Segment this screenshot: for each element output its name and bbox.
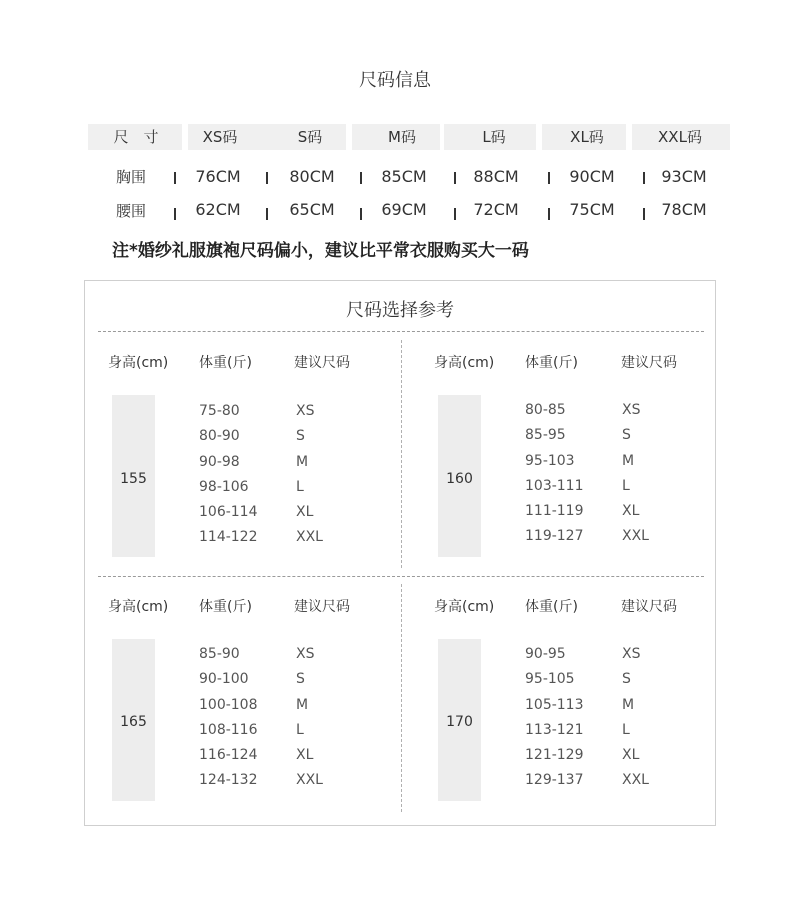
size-value: S	[622, 427, 631, 443]
size-col-xl: XL码	[570, 128, 604, 146]
chest-s: 80CM	[289, 167, 335, 186]
height-value: 165	[120, 714, 147, 730]
weight-value: 103-111	[525, 478, 584, 494]
col-header-size: 建议尺码	[621, 599, 677, 615]
size-value: XXL	[296, 772, 323, 788]
weight-value: 121-129	[525, 747, 584, 763]
weight-value: 85-90	[199, 646, 240, 662]
waist-xl: 75CM	[569, 200, 615, 219]
reference-title: 尺码选择参考	[346, 300, 454, 321]
size-value: L	[622, 478, 630, 494]
size-value: XL	[296, 747, 314, 763]
size-value: M	[296, 697, 309, 713]
weight-value: 116-124	[199, 747, 258, 763]
weight-value: 106-114	[199, 504, 258, 520]
weight-value: 95-105	[525, 671, 575, 687]
weight-value: 80-85	[525, 402, 566, 418]
weight-value: 100-108	[199, 697, 258, 713]
size-value: L	[622, 722, 630, 738]
size-value: M	[622, 697, 635, 713]
col-header-weight: 体重(斤)	[199, 599, 252, 615]
row-divider	[266, 172, 268, 184]
weight-value: 105-113	[525, 697, 584, 713]
weight-value: 113-121	[525, 722, 584, 738]
weight-value: 129-137	[525, 772, 584, 788]
size-col-xxl: XXL码	[658, 128, 702, 146]
divider	[98, 576, 704, 577]
weight-value: 95-103	[525, 453, 575, 469]
size-value: L	[296, 722, 304, 738]
size-value: XXL	[622, 528, 649, 544]
divider	[401, 584, 402, 812]
size-value: XXL	[296, 529, 323, 545]
weight-value: 90-98	[199, 454, 240, 470]
weight-value: 114-122	[199, 529, 258, 545]
chest-xxl: 93CM	[661, 167, 707, 186]
page-title: 尺码信息	[359, 70, 431, 91]
chest-l: 88CM	[473, 167, 519, 186]
size-value: XS	[296, 646, 315, 662]
weight-value: 85-95	[525, 427, 566, 443]
size-value: XL	[296, 504, 314, 520]
size-value: S	[296, 428, 305, 444]
row-divider	[266, 208, 268, 220]
size-col-xs: XS码	[202, 128, 238, 146]
row-divider	[548, 172, 550, 184]
size-col-l: L码	[482, 128, 506, 146]
chest-xl: 90CM	[569, 167, 615, 186]
col-header-height: 身高(cm)	[108, 599, 169, 615]
col-header-size: 建议尺码	[621, 355, 677, 371]
size-value: XL	[622, 747, 640, 763]
size-header-label: 尺 寸	[113, 128, 159, 146]
size-value: S	[622, 671, 631, 687]
weight-value: 75-80	[199, 403, 240, 419]
size-value: XS	[622, 402, 641, 418]
weight-value: 90-100	[199, 671, 249, 687]
row-label-chest: 胸围	[116, 168, 147, 186]
weight-value: 108-116	[199, 722, 258, 738]
col-header-size: 建议尺码	[294, 355, 350, 371]
size-value: XXL	[622, 772, 649, 788]
row-divider	[548, 208, 550, 220]
row-divider	[360, 172, 362, 184]
col-header-height: 身高(cm)	[434, 355, 495, 371]
waist-l: 72CM	[473, 200, 519, 219]
height-value: 170	[446, 714, 473, 730]
col-header-size: 建议尺码	[294, 599, 350, 615]
weight-value: 124-132	[199, 772, 258, 788]
row-divider	[174, 208, 176, 220]
col-header-weight: 体重(斤)	[525, 355, 578, 371]
divider	[98, 331, 704, 332]
size-value: XS	[296, 403, 315, 419]
size-value: M	[622, 453, 635, 469]
size-value: XS	[622, 646, 641, 662]
divider	[401, 340, 402, 568]
size-note: 注*婚纱礼服旗袍尺码偏小，建议比平常衣服购买大一码	[112, 241, 529, 261]
size-value: XL	[622, 503, 640, 519]
waist-m: 69CM	[381, 200, 427, 219]
row-divider	[360, 208, 362, 220]
size-value: M	[296, 454, 309, 470]
chest-xs: 76CM	[195, 167, 241, 186]
height-value: 155	[120, 471, 147, 487]
waist-xxl: 78CM	[661, 200, 707, 219]
row-label-waist: 腰围	[116, 202, 147, 220]
size-value: L	[296, 479, 304, 495]
weight-value: 111-119	[525, 503, 584, 519]
weight-value: 90-95	[525, 646, 566, 662]
col-header-weight: 体重(斤)	[525, 599, 578, 615]
waist-s: 65CM	[289, 200, 335, 219]
col-header-height: 身高(cm)	[434, 599, 495, 615]
size-col-s: S码	[297, 128, 323, 146]
weight-value: 119-127	[525, 528, 584, 544]
size-col-m: M码	[388, 128, 416, 146]
col-header-weight: 体重(斤)	[199, 355, 252, 371]
weight-value: 80-90	[199, 428, 240, 444]
weight-value: 98-106	[199, 479, 249, 495]
col-header-height: 身高(cm)	[108, 355, 169, 371]
size-value: S	[296, 671, 305, 687]
chest-m: 85CM	[381, 167, 427, 186]
waist-xs: 62CM	[195, 200, 241, 219]
height-value: 160	[446, 471, 473, 487]
row-divider	[174, 172, 176, 184]
